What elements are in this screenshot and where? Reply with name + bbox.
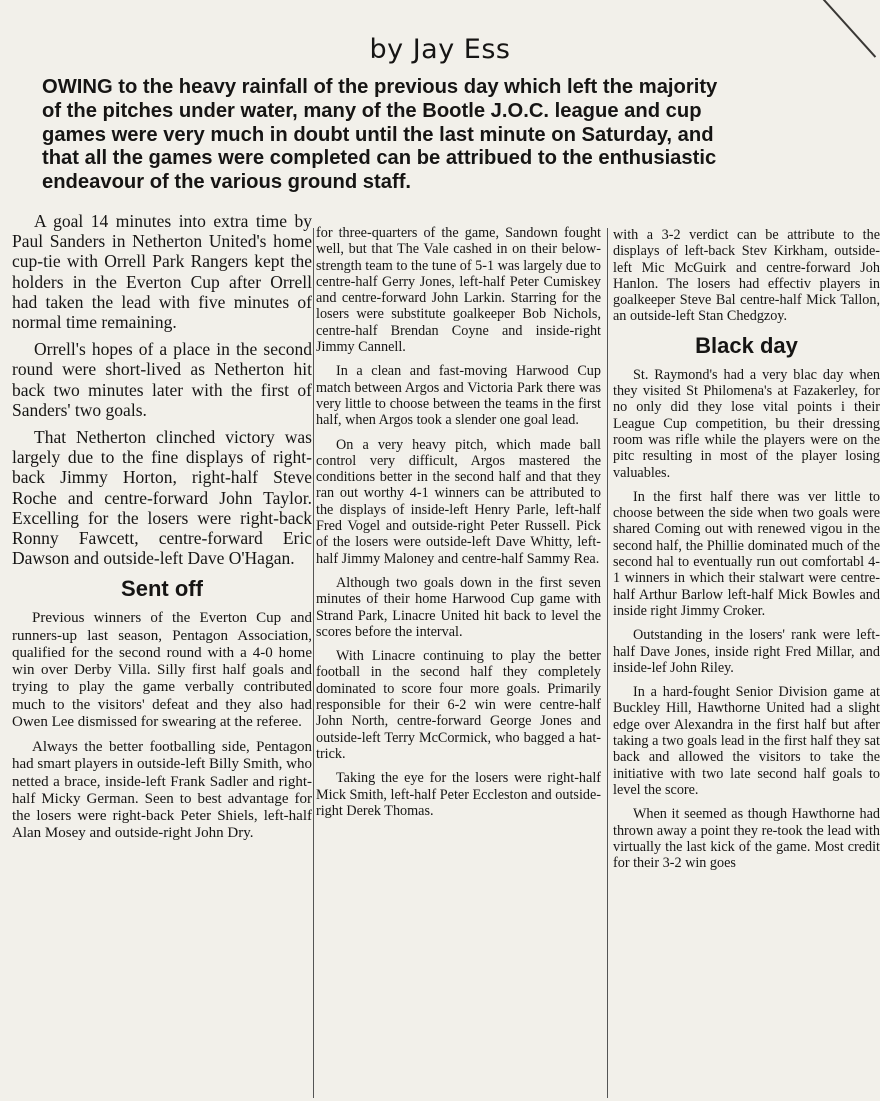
- article-paragraph: Previous winners of the Everton Cup and runners-up last season, Pentagon Association, qualified for the second round with a 4-0 home win over Derby Villa. Silly first half goals and trying to play the game verbally contributed much to the visitors' defeat and they also had Owen Lee dismissed for swearing at the referee.: [12, 610, 312, 730]
- article-paragraph: With Linacre continuing to play the better football in the second half they completely dominated to score four more goals. Primarily responsible for their 6-2 win were centre-half John North, centre-forward George Jones and outside-left Terry McCormick, who bagged a hat-trick.: [316, 648, 601, 762]
- article-paragraph: When it seemed as though Hawthorne had thrown away a point they re-took the lead with virtually the last kick of the game. Most credit for their 3-2 win goes: [613, 806, 880, 872]
- article-paragraph: On a very heavy pitch, which made ball control very difficult, Argos mastered the conditions better in the second half and that they ran out worthy 4-1 winners can be attributed to the displays of inside-left Henry Parle, left-half Fred Vogel and outside-right Peter Russell. Pick of the losers were outside-left Dave Whitty, left-half Jimmy Maloney and centre-half Sammy Rea.: [316, 436, 601, 567]
- article-paragraph: Orrell's hopes of a place in the second round were short-lived as Netherton hit back two minutes later with the first of Sanders' two goals.: [12, 339, 312, 420]
- article-paragraph: St. Raymond's had a very blac day when they visited St Philomena's at Fazakerley, for no only did they lose vital points i their League Cup competition, bu their dressing room was rifle while the players were on the pitc resulting in most of the player losing valuables.: [613, 366, 880, 481]
- column-2: [316, 225, 601, 827]
- column-3: [613, 227, 880, 879]
- intro-line: games were very much in doubt until the last minute on Saturday, and: [42, 123, 714, 146]
- subheading-sent-off: Sent off: [121, 576, 203, 602]
- article-paragraph: for three-quarters of the game, Sandown fought well, but that The Vale cashed in on their below-strength team to the tune of 5-1 was largely due to centre-half Gerry Jones, left-half Peter Cumiskey and centre-forward John Larkin. Starring for the losers were substitute goalkeeper Bob Nichols, centre-half Brendan Coyne and inside-right Jimmy Cannell.: [316, 225, 601, 356]
- article-paragraph: In a clean and fast-moving Harwood Cup match between Argos and Victoria Park there was very little to choose between the teams in the first half, when Argos took a slender one goal lead.: [316, 363, 601, 429]
- intro-line: endeavour of the various ground staff.: [42, 171, 412, 194]
- column-divider: [607, 228, 608, 1098]
- intro-line: of the pitches under water, many of the Bootle J.O.C. league and cup: [42, 99, 702, 122]
- column-1: [12, 211, 312, 851]
- intro-line: that all the games were completed can be attribued to the enthusiastic: [42, 147, 717, 170]
- article-paragraph: That Netherton clinched victory was largely due to the fine displays of right-back Jimmy Horton, right-half Steve Roche and centre-forward John Taylor. Excelling for the losers were right-back Ronny Fawcett, centre-forward Eric Dawson and outside-left Dave O'Hagan.: [12, 427, 312, 569]
- article-paragraph: In the first half there was ver little to choose between the side when two goals were shared Coming out with renewed vigou in the second half, the Phillie dominated much of the second hal to eventually run out comfortabl 4-1 winners in which their stalwart were centre-half Arthur Barlow left-half Mick Bowles and inside right Jimmy Croker.: [613, 488, 880, 619]
- article-paragraph: Always the better footballing side, Pentagon had smart players in outside-left Billy Smith, who netted a brace, inside-left Frank Sadler and right-half Micky German. Seen to best advantage for the losers were right-back Peter Shiels, left-half Alan Mosey and outside-right John Dry.: [12, 739, 312, 842]
- article-paragraph: In a hard-fought Senior Division game at Buckley Hill, Hawthorne United had a slight edge over Alexandra in the first half but after taking a two goals lead in the first half they sat back and allowed the visitors to take the initiative with two late second half goals to level the score.: [613, 684, 880, 798]
- article-paragraph: with a 3-2 verdict can be attribute to the displays of left-back Stev Kirkham, outside-left Mic McGuirk and centre-forward Joh Hanlon. The losers had effectiv players in goalkeeper Steve Bal centre-half Mick Tallon, an outside-left Stan Chedgzoy.: [613, 227, 880, 325]
- intro-line: OWING to the heavy rainfall of the previous day which left the majority: [42, 76, 718, 98]
- column-divider: [313, 228, 314, 1098]
- article-paragraph: A goal 14 minutes into extra time by Paul Sanders in Netherton United's home cup-tie with Orrell Park Rangers kept the holders in the Everton Cup after Orrell had taken the lead with five minutes of normal time remaining.: [12, 211, 312, 333]
- article-paragraph: Although two goals down in the first seven minutes of their home Harwood Cup game with Strand Park, Linacre United hit back to level the scores before the interval.: [316, 574, 601, 640]
- subheading-black-day: Black day: [695, 332, 798, 358]
- intro-paragraph: [42, 76, 872, 195]
- byline: by Jay Ess: [369, 34, 511, 65]
- article-paragraph: Outstanding in the losers' rank were left-half Dave Jones, inside right Fred Millar, and inside-lef John Riley.: [613, 627, 880, 676]
- article-paragraph: Taking the eye for the losers were right-half Mick Smith, left-half Peter Eccleston and outside-right Derek Thomas.: [316, 770, 601, 819]
